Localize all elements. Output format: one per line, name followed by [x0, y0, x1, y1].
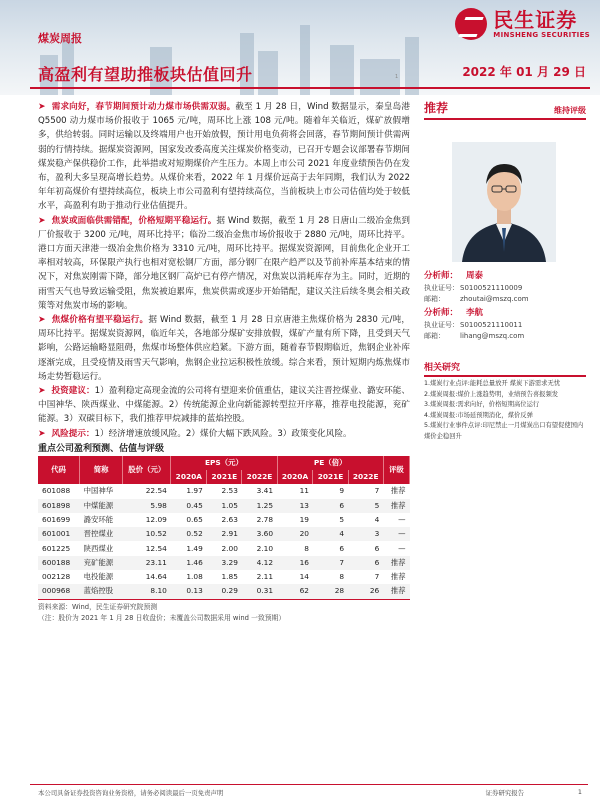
- table-cell: 28: [313, 584, 348, 599]
- paragraph-text: 据 Wind 数据，截至 1 月 28 日唐山二级冶金焦到厂价报收于 3200 元/吨，周环比持平；临汾二级冶金焦市场价报收于 2880 元/吨，周环比持平。港口方面天津港一级冶金焦价格为 3310 元/吨，周环比持平。据煤炭资源网，目前焦化企业开工率相对较高，环保限产执行也相对宽松钢厂方面，部分钢厂在限产趋严以及节前补库基本结束的情况下，对焦炭刚需下降，部分地区钢厂高炉已有停产情况，对焦炭以消耗库存为主。同时，近期的雨雪天气也导致运输受阻，焦炭被迫累库，焦炭供需或逐步开始错配，建议关注后续冬奥会相关政策等对焦炭市场的影响。: [38, 215, 410, 311]
- related-item[interactable]: 2.煤炭周报:煤价上涨趋势明，业绩预告喜报频发: [424, 390, 559, 398]
- cert-label: 执业证号：: [424, 321, 459, 329]
- table-cell: 中煤能源: [83, 500, 114, 510]
- table-cell: 5: [339, 514, 345, 524]
- table-cell: 3.60: [256, 529, 274, 539]
- table-cell: 6: [339, 543, 345, 553]
- table-cell: 12.54: [145, 543, 167, 553]
- table-cell: 16: [299, 557, 309, 567]
- table-cell: 8: [304, 543, 309, 553]
- forecast-table: [38, 456, 410, 600]
- paragraph-lead: 需求向好，春节期间预计动力煤市场供需双弱。: [51, 102, 236, 112]
- table-cell: 1.08: [186, 572, 203, 582]
- table-cell: 19: [299, 514, 309, 524]
- table-cell: 推荐: [390, 572, 406, 582]
- table-cell: 000968: [38, 584, 80, 599]
- table-cell: 3.29: [221, 557, 238, 567]
- table-cell: —: [398, 529, 406, 539]
- table-cell: 1.97: [186, 486, 203, 496]
- col-pe: PE（倍）: [277, 456, 383, 470]
- table-body: [38, 484, 410, 599]
- col-name: 简称: [80, 456, 123, 484]
- cert-number: S0100521110011: [460, 321, 523, 329]
- email-label: 邮箱：: [424, 295, 445, 303]
- page-marker: 1: [395, 74, 399, 80]
- footer-disclaimer: 本公司具备证券投资咨询业务资格，请务必阅读最后一页免责声明: [38, 789, 224, 797]
- table-cell: 推荐: [390, 486, 406, 496]
- analyst-photo: [452, 142, 556, 262]
- table-cell: 601699: [42, 514, 71, 524]
- paragraph-lead: 风险提示：: [51, 428, 95, 439]
- cert-number: S0100521110009: [460, 284, 523, 292]
- year-header: 2020A: [171, 470, 207, 484]
- paragraph-lead: 焦炭或面临供需错配，价格短期平稳运行。: [51, 215, 217, 226]
- bullet-arrow-icon: ➤: [38, 102, 46, 112]
- table-cell: 推荐: [390, 500, 406, 510]
- table-cell: 14: [299, 572, 309, 582]
- table-cell: 潞安环能: [83, 514, 114, 524]
- rating-label: 维持评级: [554, 106, 586, 115]
- table-cell: 陕西煤业: [83, 543, 114, 553]
- table-cell: 晋控煤业: [83, 529, 114, 539]
- year-header: 2021E: [313, 470, 348, 484]
- table-row: [38, 499, 410, 513]
- note-line: （注：股价为 2021 年 1 月 28 日收盘价；未覆盖公司数据采用 wind 一致预期）: [38, 613, 286, 622]
- table-cell: 4.12: [256, 557, 274, 567]
- sidebar: [424, 98, 586, 443]
- col-rating: 评级: [383, 456, 409, 484]
- paragraph: [38, 100, 410, 214]
- table-cell: 10.52: [145, 529, 167, 539]
- paragraph: [38, 427, 410, 441]
- table-cell: 电投能源: [83, 572, 114, 582]
- table-cell: —: [398, 514, 406, 524]
- table-title: 重点公司盈利预测、估值与评级: [38, 443, 165, 454]
- logo-icon: [455, 8, 487, 40]
- table-cell: 0.65: [186, 514, 203, 524]
- table-cell: 6: [339, 500, 345, 510]
- analyst-list: [424, 270, 586, 342]
- paragraph: [38, 384, 410, 427]
- paragraph: [38, 214, 410, 313]
- year-header: 2022E: [242, 470, 277, 484]
- bullet-arrow-icon: ➤: [38, 215, 46, 226]
- table-cell: 0.52: [186, 529, 203, 539]
- table-cell: 1.25: [256, 500, 274, 510]
- table-row: [38, 584, 410, 599]
- table-cell: 7: [374, 572, 380, 582]
- cert-label: 执业证号：: [424, 284, 459, 292]
- bullet-arrow-icon: ➤: [38, 386, 46, 397]
- year-header: 2020A: [277, 470, 313, 484]
- table-cell: 62: [277, 584, 313, 599]
- table-cell: —: [398, 543, 406, 553]
- table-cell: 22.54: [145, 486, 167, 496]
- paragraph-text: 截至 1 月 28 日，Wind 数据显示，秦皇岛港 Q5500 动力煤市场价报收于 1065 元/吨，周环比上涨 108 元/吨。随着年关临近，煤矿放假增多，供给转弱。同时运输以及终端用户也开始放假，预计用电负荷将会回落，春节期间预计供需两弱的行情持续。据煤炭资源网，国家发改委高度关注煤炭价格变动，已召开专题会议部署春节期间煤炭稳产保供稳价工作，此举措或对短期煤价产生压力。本周上市公司 2021 年度业绩预告仍在发布，盈利大多呈现高增长趋势。从煤价来看，2022 年 1 月煤价远高于去年同期，我们认为 2022 年年初高煤价有望持续高位，板块上市公司盈利有望持续高位，当前板块上市公司估值均处于较低水平，高盈利有助于推动行业估值提升。: [38, 102, 410, 212]
- page-title: 高盈利有望助推板块估值回升: [38, 65, 253, 84]
- analyst-name: 李航: [466, 308, 484, 318]
- table-cell: 2.00: [221, 543, 238, 553]
- bullet-arrow-icon: ➤: [38, 315, 46, 326]
- analyst-email[interactable]: lihang@mszq.com: [460, 332, 525, 340]
- table-cell: 4: [339, 529, 345, 539]
- col-code: 代码: [38, 456, 80, 484]
- table-cell: 蓝焰控股: [80, 584, 123, 599]
- table-row: [38, 513, 410, 527]
- paragraph-text: 1）盈利稳定高现金流的公司将有望迎来价值重估，建议关注晋控煤业、潞安环能、中国神华、陕西煤业、中煤能源。2）传统能源企业向新能源转型拉开序幕，推荐电投能源，兖矿能源。3）双碳目标下，我们推荐甲烷减排的蓝焰控股。: [38, 386, 410, 425]
- table-cell: 002128: [42, 572, 71, 582]
- analyst-card: [424, 307, 586, 342]
- table-cell: 4: [374, 514, 380, 524]
- paragraph-text: 据 Wind 数据，截至 1 月 28 日京唐港主焦煤价格为 2830 元/吨，周环比持平。据煤炭资源网，临近年关，各地部分煤矿安排放假，煤矿产量有所下降，且受到天气影响，公路运输略显阻碍，焦煤市场整体供应趋紧。下游方面，随着春节假期临近，焦钢企业补库逐渐完成，且受疫情及雨雪天气影响，焦钢企业拉运积极性放缓。综合来看，预计短期内炼焦煤市场走势暂稳运行。: [38, 315, 410, 382]
- paragraph-lead: 焦煤价格有望平稳运行。: [51, 315, 149, 326]
- analyst-role: 分析师：: [424, 308, 459, 318]
- table-cell: 601225: [42, 543, 71, 553]
- analyst-name: 周泰: [466, 271, 484, 281]
- table-cell: 0.31: [242, 584, 277, 599]
- table-cell: 26: [348, 584, 383, 599]
- table-cell: 8.10: [123, 584, 171, 599]
- title-divider: [30, 87, 590, 89]
- table-cell: 14.64: [145, 572, 167, 582]
- table-row: [38, 541, 410, 555]
- table-cell: 1.05: [221, 500, 238, 510]
- related-item[interactable]: 4.煤炭周报:市场延预期消化，煤价反弹: [424, 411, 533, 419]
- table-cell: 20: [299, 529, 309, 539]
- table-row: [38, 484, 410, 498]
- table-row: [38, 527, 410, 541]
- related-item[interactable]: 5.煤炭行业事件点评:印尼禁止一月煤炭出口有望促使国内煤价企稳回升: [424, 422, 584, 440]
- logo-text-cn: 民生证券: [493, 8, 578, 32]
- related-item[interactable]: 1.煤炭行业点评:能耗总量放开 煤炭下游需求无忧: [424, 380, 561, 387]
- table-row: [38, 556, 410, 570]
- footer-label: 证券研究报告: [485, 789, 524, 797]
- analyst-card: [424, 270, 586, 305]
- main-content: [38, 100, 410, 624]
- table-cell: 2.63: [221, 514, 238, 524]
- paragraph-list: [38, 100, 410, 441]
- paragraph-text: 1）经济增速放缓风险。2）煤价大幅下跌风险。3）政策变化风险。: [94, 428, 352, 439]
- paragraph: [38, 313, 410, 384]
- table-cell: 2.11: [256, 572, 274, 582]
- table-cell: 6: [374, 543, 380, 553]
- table-cell: 9: [339, 486, 345, 496]
- table-cell: 13: [299, 500, 309, 510]
- table-cell: 601898: [42, 500, 71, 510]
- recommend-label: 推荐: [424, 101, 449, 115]
- table-cell: 12.09: [145, 514, 167, 524]
- table-cell: 600188: [42, 557, 71, 567]
- table-cell: 0.29: [207, 584, 242, 599]
- table-cell: 7: [374, 486, 380, 496]
- related-item[interactable]: 3.煤炭周报:需求向好，价格短期高位运行: [424, 401, 540, 409]
- table-cell: 11: [299, 486, 309, 496]
- related-title: 相关研究: [424, 360, 586, 377]
- footer: [30, 784, 588, 800]
- company-logo: [455, 4, 590, 44]
- table-cell: 1.85: [221, 572, 238, 582]
- footer-page: 1: [577, 788, 582, 796]
- table-cell: 5: [374, 500, 380, 510]
- table-cell: 兖矿能源: [83, 557, 114, 567]
- table-cell: 2.78: [256, 514, 274, 524]
- table-cell: 1.46: [186, 557, 203, 567]
- table-cell: 601001: [42, 529, 71, 539]
- table-cell: 23.11: [145, 557, 167, 567]
- email-label: 邮箱：: [424, 332, 445, 340]
- table-cell: 8: [339, 572, 345, 582]
- year-header: 2022E: [348, 470, 383, 484]
- year-header: 2021E: [207, 470, 242, 484]
- table-cell: 0.45: [186, 500, 203, 510]
- source-line: 资料来源：Wind，民生证券研究院预测: [38, 602, 158, 611]
- bullet-arrow-icon: ➤: [38, 428, 46, 439]
- table-cell: 推荐: [390, 557, 406, 567]
- table-cell: 1.49: [186, 543, 203, 553]
- analyst-email[interactable]: zhoutai@mszq.com: [460, 295, 529, 303]
- related-list: [424, 379, 586, 443]
- table-cell: 0.13: [171, 584, 207, 599]
- col-eps: EPS（元）: [171, 456, 277, 470]
- report-date: 2022 年 01 月 29 日: [462, 65, 586, 79]
- table-cell: 7: [339, 557, 345, 567]
- header-banner: [0, 0, 600, 95]
- table-cell: 6: [374, 557, 380, 567]
- table-cell: 3.41: [256, 486, 274, 496]
- paragraph-lead: 投资建议：: [51, 386, 95, 397]
- table-cell: 3: [374, 529, 380, 539]
- table-cell: 推荐: [383, 584, 409, 599]
- table-cell: 中国神华: [83, 486, 114, 496]
- table-source: [38, 602, 410, 624]
- table-cell: 5.98: [150, 500, 167, 510]
- col-price: 股价（元）: [123, 456, 171, 484]
- table-cell: 601088: [42, 486, 71, 496]
- logo-text-en: MINSHENG SECURITIES: [493, 31, 590, 39]
- table-row: [38, 570, 410, 584]
- report-type: 煤炭周报: [38, 32, 82, 45]
- analyst-role: 分析师：: [424, 271, 459, 281]
- table-cell: 2.91: [221, 529, 238, 539]
- table-cell: 2.53: [221, 486, 238, 496]
- rating-header: [424, 98, 586, 120]
- table-cell: 2.10: [256, 543, 274, 553]
